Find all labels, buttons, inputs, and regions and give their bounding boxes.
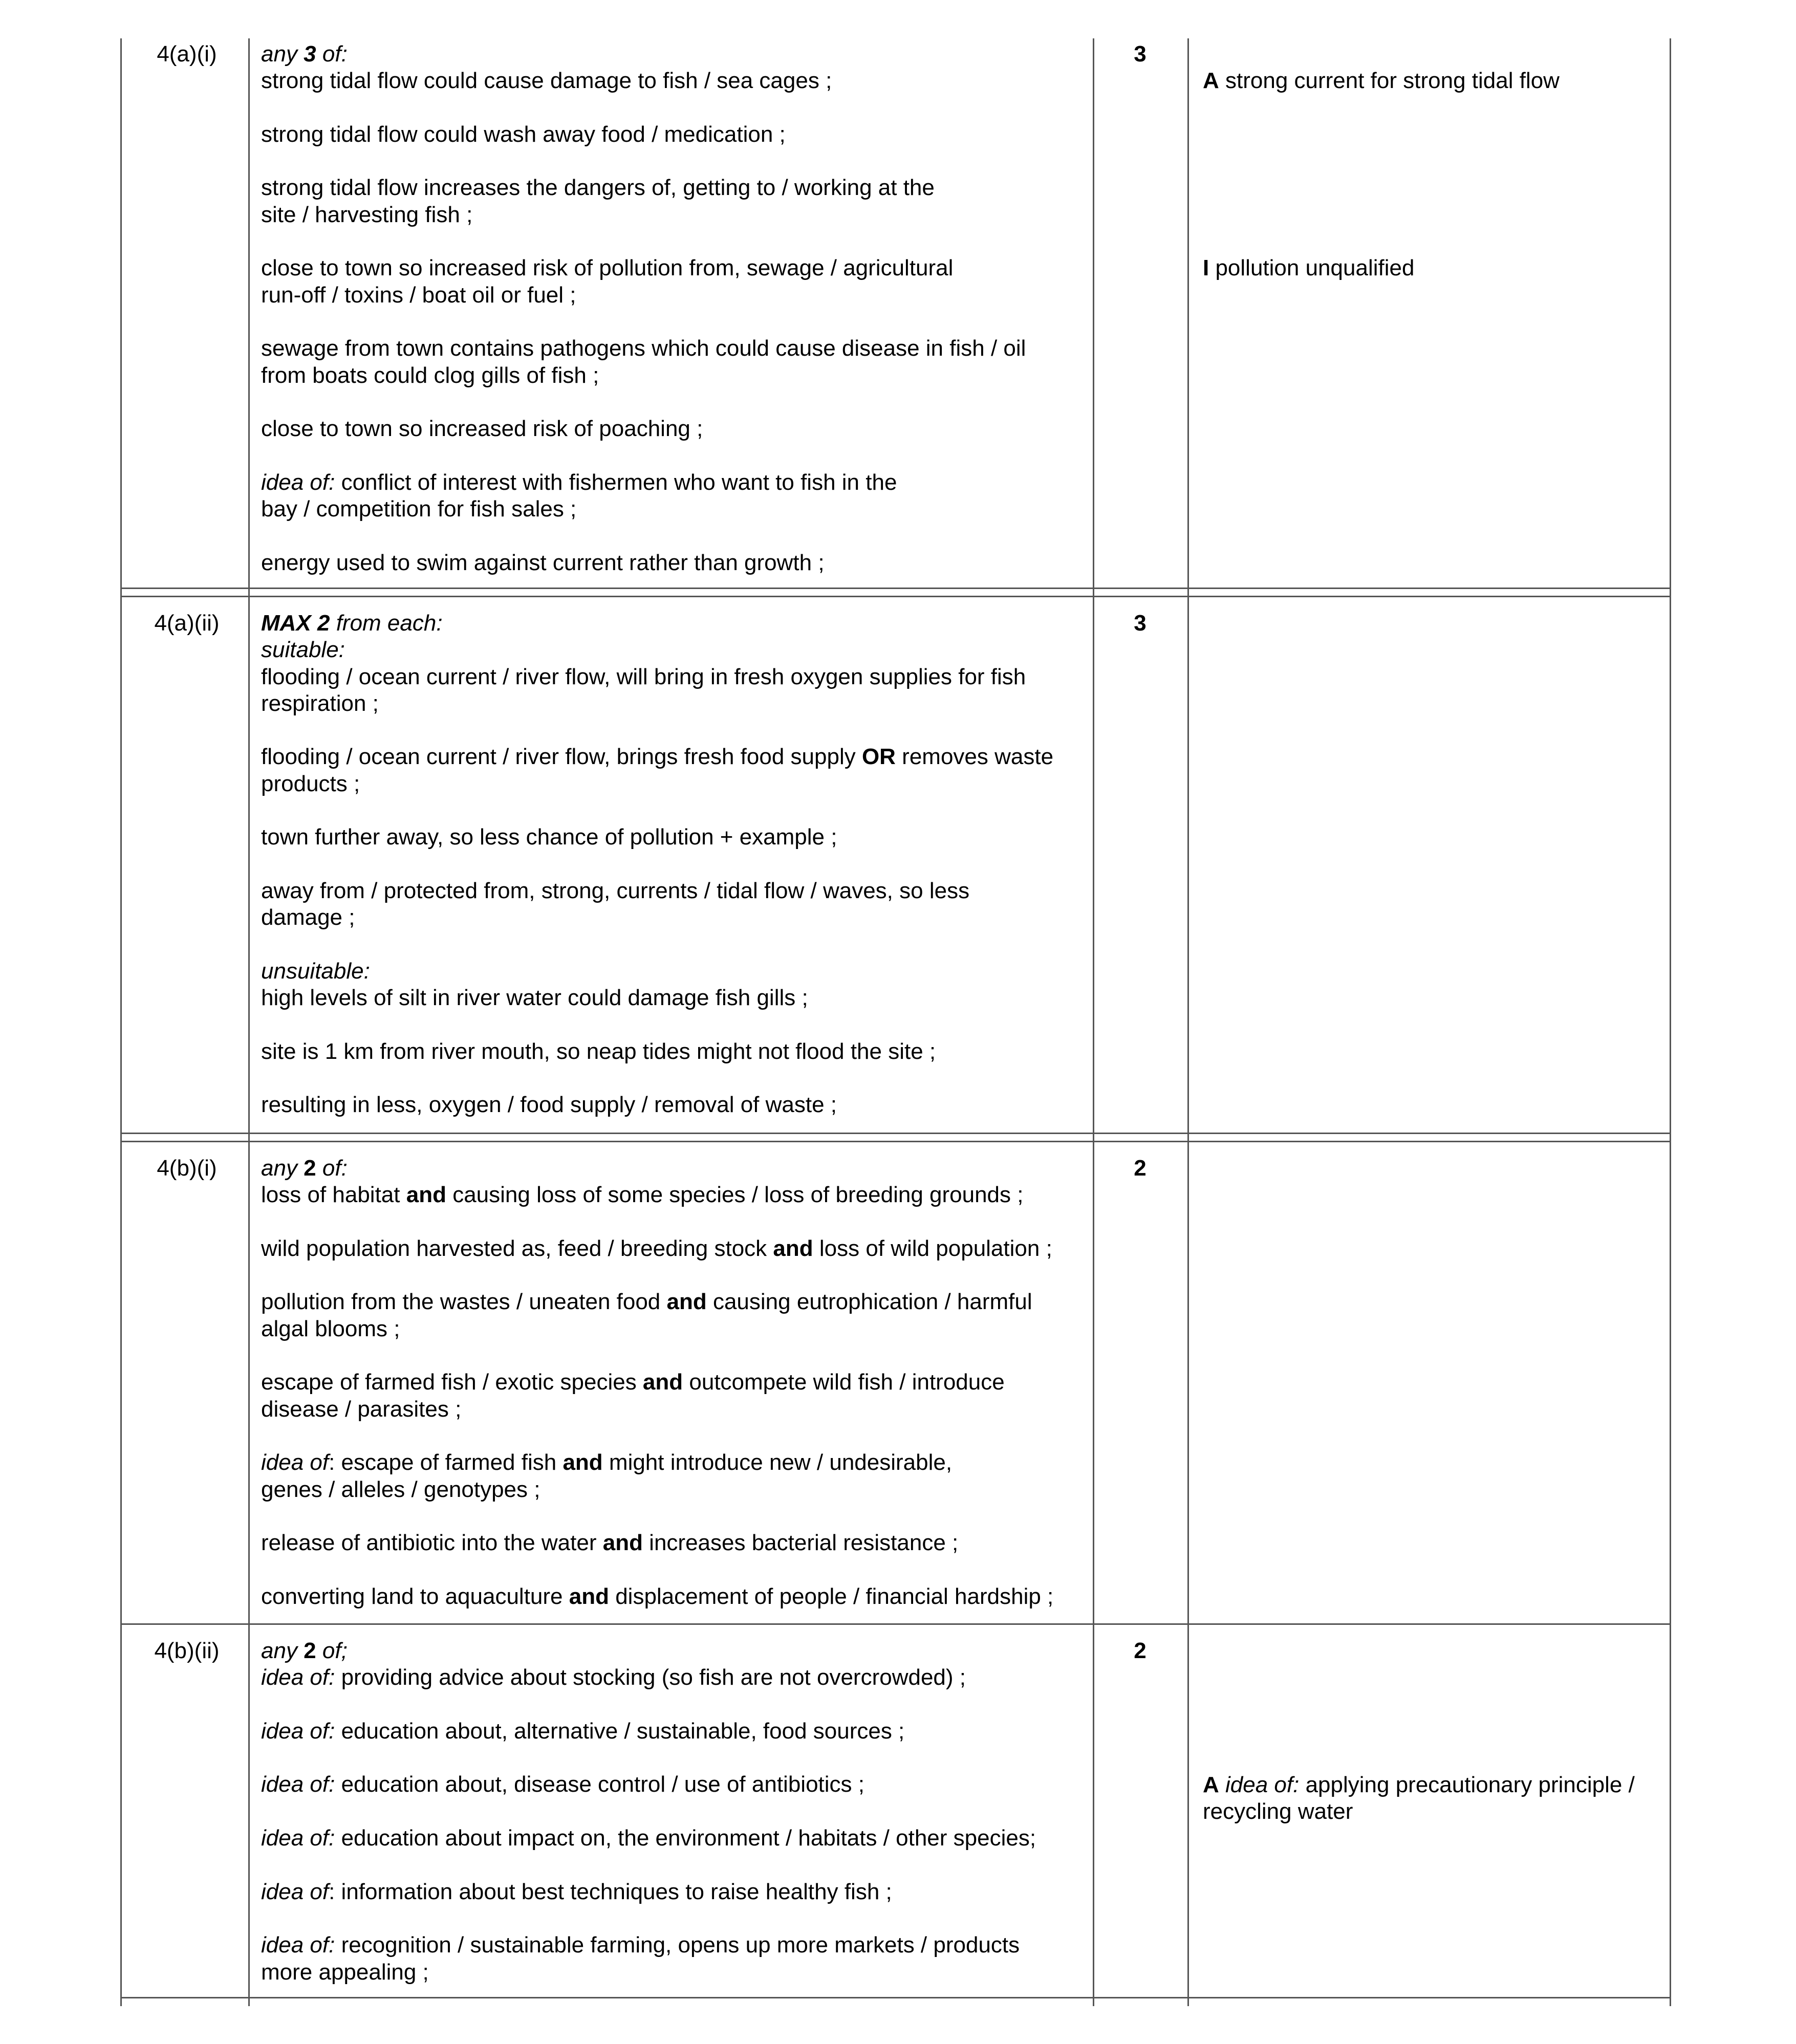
answer-line: idea of: education about, alternative / sustainable, food sources ;	[261, 1718, 905, 1744]
blank-line	[261, 1209, 1085, 1235]
answer-line: away from / protected from, strong, currents / tidal flow / waves, so less	[261, 878, 970, 903]
blank-line	[261, 1011, 1085, 1038]
answer-line: unsuitable:	[261, 958, 370, 984]
answer-line: idea of: escape of farmed fish and might introduce new / undesirable,	[261, 1450, 953, 1475]
answer-line: escape of farmed fish / exotic species and outcompete wild fish / introduce	[261, 1369, 1005, 1395]
guidance-line: A strong current for strong tidal flow	[1203, 68, 1560, 94]
table-border-right	[1670, 38, 1671, 2006]
table-border-left	[120, 38, 122, 2006]
answer-line: energy used to swim against current rather than growth ;	[261, 550, 825, 575]
table-border-question	[248, 38, 250, 2006]
question-number: 4(b)(i)	[157, 1156, 217, 1181]
row-divider	[120, 1133, 1671, 1134]
answer-line: flooding / ocean current / river flow, brings fresh food supply OR removes waste	[261, 744, 1054, 770]
guidance-note	[1203, 68, 1684, 94]
blank-line	[261, 95, 1085, 121]
answer-line: algal blooms ;	[261, 1316, 400, 1341]
blank-line	[261, 523, 1085, 549]
answer-text	[261, 1155, 1085, 1610]
answer-line: products ;	[261, 771, 360, 796]
blank-line	[261, 851, 1085, 878]
row-divider	[120, 588, 1671, 589]
guidance-line: A idea of: applying precautionary principle /	[1203, 1772, 1635, 1797]
answer-line: converting land to aquaculture and displacement of people / financial hardship ;	[261, 1583, 1054, 1609]
answer-line: high levels of silt in river water could damage fish gills ;	[261, 985, 808, 1011]
guidance-note	[1203, 1798, 1684, 1825]
blank-line	[261, 1556, 1085, 1583]
blank-line	[261, 1745, 1085, 1771]
answer-line: any 2 of:	[261, 1156, 348, 1181]
answer-line: respiration ;	[261, 690, 379, 716]
answer-line: release of antibiotic into the water and increases bacterial resistance ;	[261, 1530, 959, 1556]
answer-line: idea of: information about best techniques to raise healthy fish ;	[261, 1879, 892, 1904]
answer-line: bay / competition for fish sales ;	[261, 496, 577, 522]
guidance-note	[1203, 255, 1684, 281]
answer-line: sewage from town contains pathogens which could cause disease in fish / oil	[261, 336, 1026, 361]
answer-text	[261, 1638, 1085, 1986]
blank-line	[261, 1423, 1085, 1449]
answer-line: loss of habitat and causing loss of some species / loss of breeding grounds ;	[261, 1182, 1024, 1208]
answer-line: flooding / ocean current / river flow, will bring in fresh oxygen supplies for fish	[261, 664, 1026, 689]
answer-line: more appealing ;	[261, 1959, 429, 1985]
blank-line	[261, 797, 1085, 824]
blank-line	[261, 1065, 1085, 1092]
guidance-line: recycling water	[1203, 1798, 1353, 1824]
answer-text	[261, 41, 1085, 576]
row-divider	[120, 596, 1671, 597]
question-number: 4(a)(i)	[157, 41, 217, 67]
blank-line	[261, 148, 1085, 175]
answer-line: close to town so increased risk of poaching ;	[261, 416, 703, 442]
answer-line: suitable:	[261, 637, 345, 663]
blank-line	[261, 1342, 1085, 1369]
blank-line	[261, 1691, 1085, 1718]
blank-line	[261, 1798, 1085, 1825]
blank-line	[261, 442, 1085, 469]
answer-line: idea of: conflict of interest with fishermen who want to fish in the	[261, 469, 897, 495]
blank-line	[261, 389, 1085, 416]
answer-line: MAX 2 from each:	[261, 611, 443, 636]
blank-line	[261, 931, 1085, 958]
answer-line: idea of: recognition / sustainable farming, opens up more markets / products	[261, 1932, 1020, 1958]
answer-line: idea of: providing advice about stocking (so fish are not overcrowded) ;	[261, 1665, 966, 1690]
answer-line: pollution from the wastes / uneaten food and causing eutrophication / harmful	[261, 1289, 1032, 1315]
answer-line: wild population harvested as, feed / breeding stock and loss of wild population ;	[261, 1235, 1052, 1261]
answer-line: idea of: education about impact on, the environment / habitats / other species;	[261, 1825, 1036, 1851]
answer-line: close to town so increased risk of pollution from, sewage / agricultural	[261, 255, 954, 281]
answer-line: damage ;	[261, 905, 355, 930]
row-divider	[120, 1623, 1671, 1625]
answer-line: from boats could clog gills of fish ;	[261, 362, 599, 388]
table-border-answer	[1093, 38, 1094, 2006]
answer-line: any 3 of:	[261, 41, 348, 67]
marks-value: 3	[1134, 41, 1146, 67]
guidance-note	[1203, 1772, 1684, 1798]
answer-line: site / harvesting fish ;	[261, 202, 473, 227]
answer-line: any 2 of;	[261, 1638, 348, 1663]
answer-line: resulting in less, oxygen / food supply / removal of waste ;	[261, 1092, 837, 1118]
answer-line: strong tidal flow could wash away food / medication ;	[261, 121, 786, 147]
answer-line: strong tidal flow increases the dangers of, getting to / working at the	[261, 175, 935, 201]
answer-line: run-off / toxins / boat oil or fuel ;	[261, 282, 576, 308]
blank-line	[261, 1503, 1085, 1530]
blank-line	[261, 309, 1085, 335]
table-border-marks	[1187, 38, 1189, 2006]
question-number: 4(b)(ii)	[154, 1638, 220, 1663]
answer-line: disease / parasites ;	[261, 1396, 462, 1422]
blank-line	[261, 228, 1085, 255]
question-number: 4(a)(ii)	[154, 611, 220, 636]
answer-line: site is 1 km from river mouth, so neap tides might not flood the site ;	[261, 1038, 936, 1064]
row-divider	[120, 1141, 1671, 1142]
answer-text	[261, 610, 1085, 1119]
answer-line: town further away, so less chance of pollution + example ;	[261, 824, 837, 850]
guidance-line: I pollution unqualified	[1203, 255, 1415, 281]
blank-line	[261, 1852, 1085, 1878]
blank-line	[261, 1262, 1085, 1289]
marks-value: 3	[1134, 611, 1146, 636]
blank-line	[261, 1905, 1085, 1932]
answer-line: genes / alleles / genotypes ;	[261, 1476, 540, 1502]
answer-line: strong tidal flow could cause damage to fish / sea cages ;	[261, 68, 832, 94]
marks-value: 2	[1134, 1638, 1146, 1663]
answer-line: idea of: education about, disease control / use of antibiotics ;	[261, 1772, 864, 1797]
marks-value: 2	[1134, 1156, 1146, 1181]
blank-line	[261, 717, 1085, 744]
table-border-bottom	[120, 1997, 1671, 1998]
